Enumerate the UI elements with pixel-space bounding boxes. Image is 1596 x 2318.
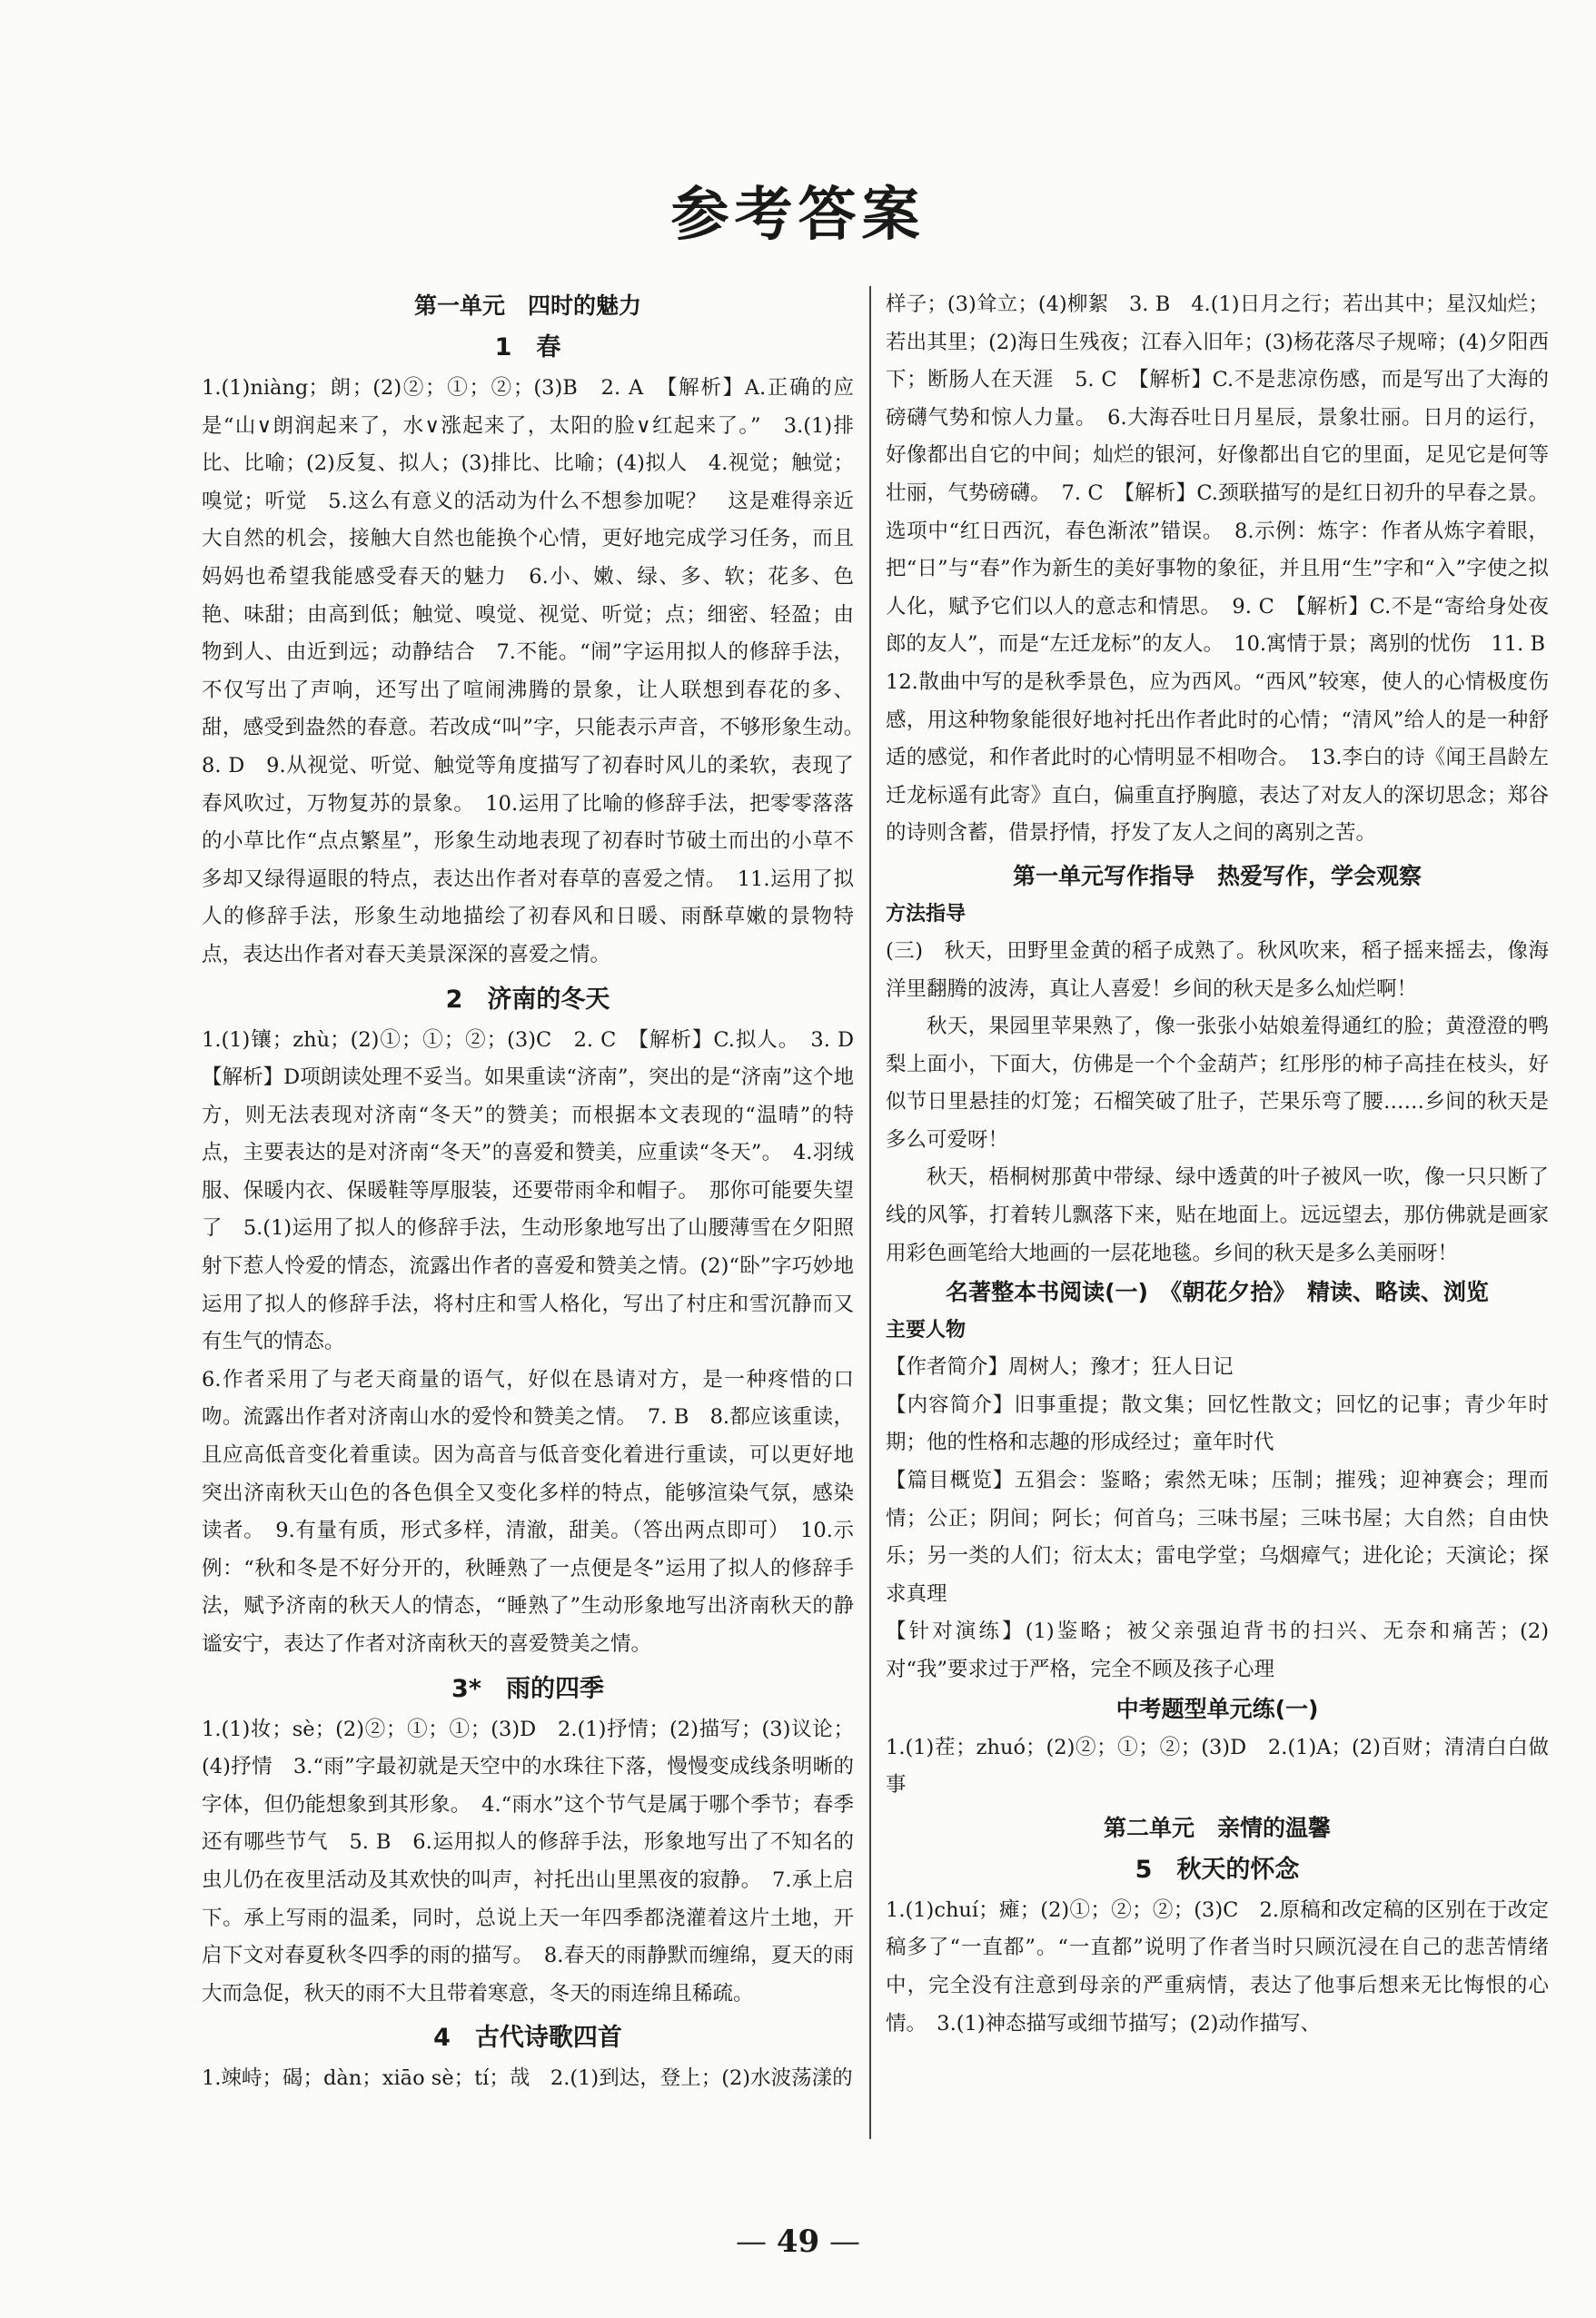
lesson4-title: 4 古代诗歌四首 [433,2024,622,2053]
page-number: — 49 — [736,2224,860,2260]
unit2-title: 第二单元 亲情的温馨 [1103,1814,1331,1841]
lesson2-answers-cont: 6.作者采用了与老天商量的语气，好似在恳请对方，是一种疼惜的口吻。流露出作者对济南山水的爱怜和赞美之情。 7. B 8.都应该重读，且应高低音变化着重读。因为高音与低音变化着进行重读，可以更好地突出济南秋天山色的各色俱全又变化多样的特点，能够渲染气氛，感染读者。 9.有量有质，形式多样，清澈，甜美。（答出两点即可） 10.示例：“秋和冬是不好分开的，秋睡熟了一点便是冬”运用了拟人的修辞手法，赋予济南的秋天人的情态，“睡熟了”生动形象地写出济南秋天的静谧安宁，表达了作者对济南秋天的喜爱赞美之情。 [202,1367,854,1656]
chapter-overview: 【篇目概览】五猖会：鉴略；索然无味；压制；摧残；迎神赛会；理而情；公正；阴间；阿长；何首乌；三味书屋；三味书屋；大自然；自由快乐；另一类的人们；衍太太；雷电学堂；乌烟瘴气；进化论；天演论；探求真理 [886,1469,1549,1606]
lesson1-title: 1 春 [494,333,561,362]
content-intro: 【内容简介】旧事重提；散文集；回忆性散文；回忆的记事；青少年时期；他的性格和志趣的形成经过；童年时代 [886,1392,1549,1455]
exam-practice-title: 中考题型单元练(一) [1115,1695,1319,1722]
column-divider [869,286,871,2139]
lesson2-answers: 1.(1)镶；zhù；(2)①；①；②；(3)C 2. C 【解析】C.拟人。 3. D 【解析】D项朗读处理不妥当。如果重读“济南”，突出的是“济南”这个地方，则无法表现对济南“冬天”的赞美；而根据本文表现的“温晴”的特点，主要表达的是对济南“冬天”的喜爱和赞美，应重读“冬天”。 4.羽绒服、保暖内衣、保暖鞋等厚服装，还要带雨伞和帽子。 那你可能要失望了 5.(1)运用了拟人的修辞手法，生动形象地写出了山腰薄雪在夕阳照射下惹人怜爱的情态，流露出作者的喜爱和赞美之情。(2)“卧”字巧妙地运用了拟人的修辞手法，将村庄和雪人格化，写出了村庄和雪沉静而又有生气的情态。 [202,1027,875,1354]
lesson4-answers-cont2: 12.散曲中写的是秋季景色，应为西风。“西风”较寒，使人的心情极度伤感，用这种物象能很好地衬托出作者此时的心情；“清风”给人的是一种舒适的感觉，和作者此时的心情明显不相吻合。 13.李白的诗《闻王昌龄左迁龙标遥有此寄》直白，偏重直抒胸臆，表达了对友人的深切思念；郑谷的诗则含蓄，借景抒情，抒发了友人之间的离别之苦。 [886,669,1549,846]
left-column [202,286,875,2098]
page-title: 参考答案 [670,182,926,249]
lesson2-title: 2 济南的冬天 [445,985,610,1014]
lesson3-answers: 1.(1)妆；sè；(2)②；①；①；(3)D 2.(1)抒情；(2)描写；(3)议论；(4)抒情 3.“雨”字最初就是天空中的水珠往下落，慢慢变成线条明晰的字体，但仍能想象到其形象。 4.“雨水”这个节气是属于哪个季节；春季还有哪些节气 5. B 6.运用拟人的修辞手法，形象地写出了不知名的虫儿仍在夜里活动及其欢快的叫声，衬托出山里黑夜的寂静。 7.承上启下。承上写雨的温柔，同时，总说上天一年四季都浇灌着这片土地，开启下文对春夏秋冬四季的雨的描写。 8.春天的雨静默而缠绵，夏天的雨大而急促，秋天的雨不大且带着寒意，冬天的雨连绵且稀疏。 [202,1717,854,2006]
lesson1-answers: 1.(1)niàng；朗；(2)②；①；②；(3)B 2. A 【解析】A.正确的应是“山∨朗润起来了，水∨涨起来了，太阳的脸∨红起来了。” 3.(1)排比、比喻；(2)反复、拟人；(3)排比、比喻；(4)拟人 4.视觉；触觉；嗅觉；听觉 5.这么有意义的活动为什么不想参加呢？ 这是难得亲近大自然的机会，接触大自然也能换个心情，更好地完成学习任务，而且妈妈也希望我能感受春天的魅力 6.小、嫩、绿、多、软；花多、色艳、味甜；由高到低；触觉、嗅觉、视觉、听觉；点；细密、轻盈；由物到人、由近到远；动静结合 7.不能。“闹”字运用拟人的修辞手法，不仅写出了声响，还写出了喧闹沸腾的景象，让人联想到春花的多、甜，感受到盎然的春意。若改成“叫”字，只能表示声音，不够形象生动。 8. D 9.从视觉、听觉、触觉等角度描写了初春时风儿的柔软，表现了春风吹过，万物复苏的景象。 10.运用了比喻的修辞手法，把零零落落的小草比作“点点繁星”，形象生动地表现了初春时节破土而出的小草不多却又绿得逼眼的特点，表达出作者对春草的喜爱之情。 11.运用了拟人的修辞手法，形象生动地描绘了初春风和日暖、雨酥草嫩的景物特点，表达出作者对春天美景深深的喜爱之情。 [202,376,875,966]
essay-paragraph: (三) 秋天，田野里金黄的稻子成熟了。秋风吹来，稻子摇来摇去，像海洋里翻腾的波涛，真让人喜爱！乡间的秋天是多么灿烂啊！ [886,938,1549,1001]
reading-section-title: 名著整本书阅读(一) 《朝花夕拾》 精读、略读、浏览 [946,1279,1489,1306]
right-column [886,286,1549,2043]
author-intro: 【作者简介】周树人；豫才；狂人日记 [886,1355,1234,1380]
lesson3-title: 3* 雨的四季 [451,1674,604,1703]
practice-answers: 【针对演练】(1)鉴略；被父亲强迫背书的扫兴、无奈和痛苦；(2)对“我”要求过于严格，完全不顾及孩子心理 [886,1620,1549,1681]
lesson5-title: 5 秋天的怀念 [1135,1855,1300,1884]
unit1-title: 第一单元 四时的魅力 [413,292,641,319]
essay-paragraph: 秋天，梧桐树那黄中带绿、绿中透黄的叶子被风一吹，像一只只断了线的风筝，打着转儿飘落下来，贴在地面上。远远望去，那仿佛就是画家用彩色画笔给大地画的一层花地毯。乡间的秋天是多么美丽呀！ [886,1165,1549,1265]
lesson4-answers: 1.竦峙；碣；dàn；xiāo sè；tí；哉 2.(1)到达，登上；(2)水波荡漾的 [202,2066,853,2091]
method-guide-label: 方法指导 [886,902,967,926]
essay-paragraph: 秋天，果园里苹果熟了，像一张张小姑娘羞得通红的脸；黄澄澄的鸭梨上面小，下面大，仿佛是一个个金葫芦；红彤彤的柿子高挂在枝头，好似节日里悬挂的灯笼；石榴笑破了肚子，芒果乐弯了腰……乡间的秋天是多么可爱呀！ [886,1015,1549,1152]
lesson4-answers-cont: 样子；(3)耸立；(4)柳絮 3. B 4.(1)日月之行；若出其中；星汉灿烂；若出其里；(2)海日生残夜；江春入旧年；(3)杨花落尽子规啼；(4)夕阳西下；断肠人在天涯 5. C 【解析】C.不是悲凉伤感，而是写出了大海的磅礴气势和惊人力量。 6.大海吞吐日月星辰，景象壮丽。日月的运行，好像都出自它的中间；灿烂的银河，好像都出自它的里面，足见它是何等壮丽，气势磅礴。 7. C 【解析】C.颈联描写的是红日初升的早春之景。选项中“红日西沉，春色渐浓”错误。 8.示例：炼字：作者从炼字着眼，把“日”与“春”作为新生的美好事物的象征，并且用“生”字和“入”字使之拟人化，赋予它们以人的意志和情思。 9. C 【解析】C.不是“寄给身处夜郎的友人”，而是“左迁龙标”的友人。 10.寓情于景；离别的忧伤 11. B [886,292,1549,657]
lesson5-answers: 1.(1)chuí；瘫；(2)①；②；②；(3)C 2.原稿和改定稿的区别在于改定稿多了“一直都”。“一直都”说明了作者当时只顾沉浸在自己的悲苦情绪中，完全没有注意到母亲的严重病情，表达了他事后想来无比悔恨的心情。 3.(1)神态描写或细节描写；(2)动作描写、 [886,1897,1549,2036]
writing-guide-title: 第一单元写作指导 热爱写作，学会观察 [1012,862,1422,889]
exam-practice-answers: 1.(1)茬；zhuó；(2)②；①；②；(3)D 2.(1)A；(2)百财；清清白白做事 [886,1735,1549,1798]
page-number-value: 49 [776,2224,820,2260]
main-characters-label: 主要人物 [886,1319,967,1342]
